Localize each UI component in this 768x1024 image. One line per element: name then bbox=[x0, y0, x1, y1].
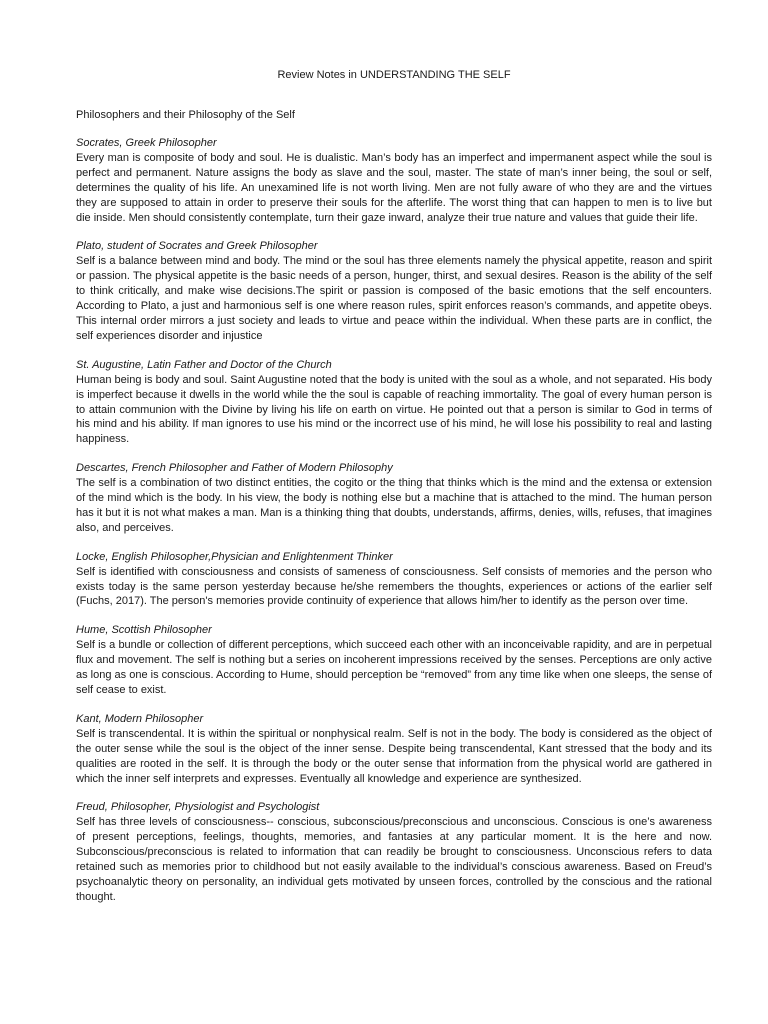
entry-text: Human being is body and soul. Saint Augustine noted that the body is united with the soul as a whole, and not separated. His body is imperfect because it dwells in the world while the the soul is capable of reaching immortality. The goal of every human person is to attain communion with the Divine by living his life on earth on virtue. He pointed out that a person is similar to God in terms of his mind and his ability. If man ignores to use his mind or the incorrect use of his mind, he will lose his possibility to real and lasting happiness. bbox=[76, 373, 712, 446]
entry-text: Self is transcendental. It is within the spiritual or nonphysical realm. Self is not in the body. The body is considered as the object of the outer sense while the soul is the object of the inner sense. Despite being transcendental, Kant stressed that the body and its qualities are rooted in the self. It is through the body or the outer sense that information from the physical world are gathered in which the inner self interprets and expresses. Eventually all knowledge and experience are synthesized. bbox=[76, 727, 712, 785]
entry-name: Socrates, Greek Philosopher bbox=[76, 137, 217, 149]
entry-plato bbox=[76, 239, 712, 343]
entry-descartes bbox=[76, 461, 712, 536]
entry-name: Descartes, French Philosopher and Father of Modern Philosophy bbox=[76, 462, 393, 475]
entry-text: Self is a balance between mind and body. The mind or the soul has three elements namely the physical appetite, reason and spirit or passion. The physical appetite is the basic needs of a person, hunger, thirst, and sexual desires. Reason is the ability of the self to think critically, and make wise decisions.The spirit or passion is composed of the basic emotions that the self encounters. According to Plato, a just and harmonious self is one where reason rules, spirit enforces reason’s commands, and appetite obeys. This internal order mirrors a just society and leads to virtue and peace within the individual. When these parts are in conflict, the self experiences disorder and injustice bbox=[76, 255, 712, 342]
entry-kant bbox=[76, 712, 712, 787]
document-title: Review Notes in UNDERSTANDING THE SELF bbox=[277, 69, 511, 81]
entry-name: Hume, Scottish Philosopher bbox=[76, 624, 212, 637]
entry-socrates bbox=[76, 136, 712, 225]
entry-augustine bbox=[76, 358, 712, 447]
entry-name: Kant, Modern Philosopher bbox=[76, 712, 204, 725]
entry-name: St. Augustine, Latin Father and Doctor of the Church bbox=[76, 358, 332, 371]
entry-freud bbox=[76, 800, 712, 904]
entry-hume bbox=[76, 623, 712, 698]
entry-name: Locke, English Philosopher,Physician and Enlightenment Thinker bbox=[76, 550, 393, 563]
entry-name: Plato, student of Socrates and Greek Philosopher bbox=[76, 240, 318, 253]
entry-text: Self is a bundle or collection of different perceptions, which succeed each other with an inconceivable rapidity, and are in perpetual flux and movement. The self is nothing but a series on incoherent impressions received by the senses. Perceptions are only active as long as one is conscious. According to Hume, should perception be “removed” from any time like when one sleeps, the sense of self cease to exist. bbox=[76, 639, 712, 696]
section-heading: Philosophers and their Philosophy of the Self bbox=[76, 109, 295, 121]
entry-text: Every man is composite of body and soul. He is dualistic. Man’s body has an imperfect and impermanent aspect while the soul is perfect and permanent. Nature assigns the body as slave and the soul, master. The state of man’s inner being, the soul or self, determines the quality of his life. An unexamined life is not worth living. Men are not fully aware of who they are and the virtues they are supposed to attain in order to preserve their souls for the afterlife. The worst thing that can happen to men is to live but die inside. Men should consistently contemplate, turn their gaze inward, analyze their true nature and values that guide their life. bbox=[76, 151, 712, 224]
entry-text: The self is a combination of two distinct entities, the cogito or the thing that thinks which is the mind and the extensa or extension of the mind which is the body. In his view, the body is nothing else but a machine that is attached to the mind. The human person has it but it is not what makes a man. Man is a thinking thing that doubts, understands, affirms, denies, wills, refuses, that imagines also, and perceives. bbox=[76, 477, 712, 534]
entry-name: Freud, Philosopher, Physiologist and Psychologist bbox=[76, 801, 320, 814]
entry-text: Self is identified with consciousness and consists of sameness of consciousness. Self consists of memories and the person who exists today is the same person yesterday because he/she remembers the thoughts, experiences or actions of the earlier self (Fuchs, 2017). The person's memories provide continuity of experience that allows him/her to identify as the person over time. bbox=[76, 565, 712, 608]
entry-text: Self has three levels of consciousness-- conscious, subconscious/preconscious and unconscious. Conscious is one’s awareness of present perceptions, feelings, thoughts, memories, and fantasies at any particular moment. It is the here and now. Subconscious/preconscious is related to information that can readily be brought to consciousness. Unconscious refers to data retained such as memories prior to childhood but not easily available to the individual’s conscious awareness. Based on Freud’s psychoanalytic theory on personality, an individual gets motivated by unseen forces, controlled by the conscious and the rational thought. bbox=[76, 816, 712, 903]
document-page bbox=[76, 68, 712, 919]
entry-locke bbox=[76, 550, 712, 610]
